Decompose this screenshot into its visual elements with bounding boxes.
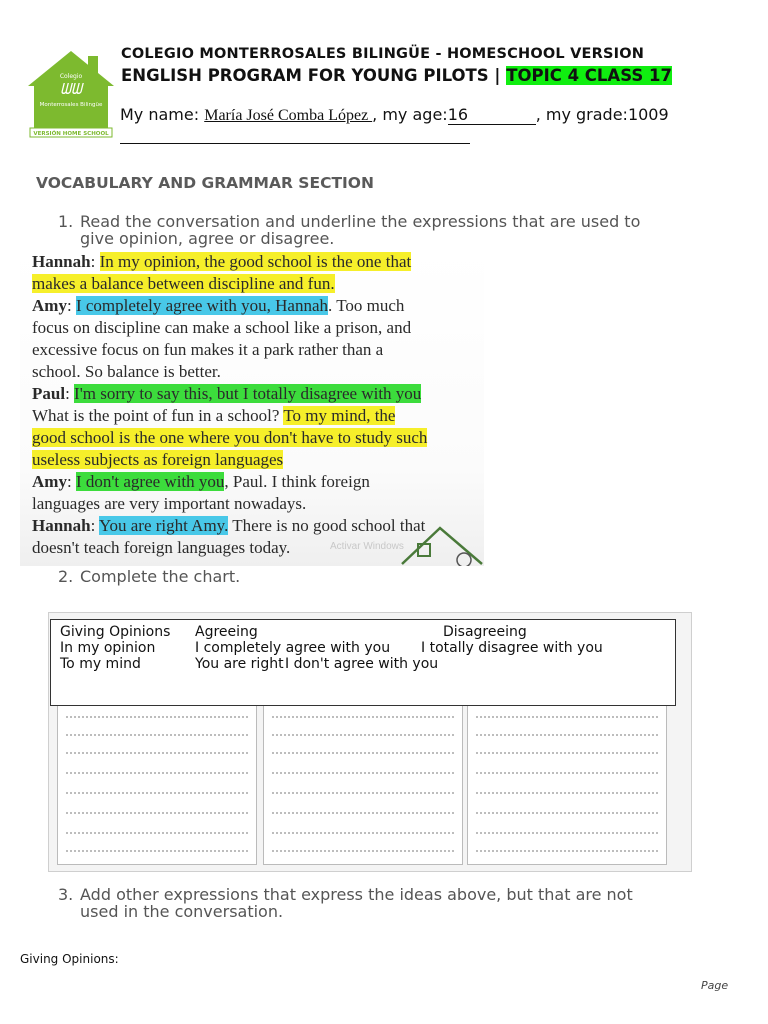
conv-line xyxy=(32,472,370,492)
q3-text-line1: Add other expressions that express the ideas above, but that are not xyxy=(80,885,633,904)
conv-text: There is no good school that xyxy=(228,516,426,535)
name-underline xyxy=(120,143,470,144)
separator: : xyxy=(90,516,99,535)
topic-highlight: TOPIC 4 CLASS 17 xyxy=(506,66,672,85)
conv-line: focus on discipline can make a school like a prison, and xyxy=(32,318,412,337)
separator: : xyxy=(90,252,100,271)
chart-cell: I don't agree with you xyxy=(285,656,439,672)
page-label: Page xyxy=(701,979,729,992)
chart-cell: To my mind xyxy=(60,656,141,672)
q1-number: 1. xyxy=(58,212,74,231)
highlight-opinion: good school is the one where you don't have to study such xyxy=(32,428,428,447)
giving-opinions-label: Giving Opinions: xyxy=(20,952,119,966)
chart-cell: You are right xyxy=(195,656,284,672)
chart-cell: In my opinion xyxy=(60,640,156,656)
highlight-agree: I completely agree with you, Hannah xyxy=(75,296,329,315)
highlight-opinion: useless subjects as foreign languages xyxy=(32,450,284,469)
highlight-agree: You are right Amy. xyxy=(98,516,229,535)
house-watermark-icon xyxy=(400,520,484,566)
grade-label: , my grade: xyxy=(535,105,628,124)
highlight-opinion: In my opinion, the good school is the one that xyxy=(99,252,412,271)
conv-line xyxy=(32,450,283,470)
separator: : xyxy=(66,472,76,491)
conv-line xyxy=(32,384,421,404)
conv-line xyxy=(32,274,335,294)
col-disagreeing-header: Disagreeing xyxy=(443,624,527,640)
conv-text: , Paul. I think foreign xyxy=(224,472,370,491)
conv-text: . Too much xyxy=(328,296,405,315)
age-label: , my age: xyxy=(372,105,448,124)
age-field[interactable] xyxy=(448,105,536,125)
highlight-opinion: To my mind, the xyxy=(283,406,396,425)
name-value[interactable]: María José Comba López xyxy=(204,107,373,124)
svg-text:VERSIÓN HOME SCHOOL: VERSIÓN HOME SCHOOL xyxy=(33,131,109,137)
speaker-name: Paul xyxy=(32,384,66,403)
col-giving-opinions-header: Giving Opinions xyxy=(60,624,171,640)
chart-cell: I completely agree with you xyxy=(195,640,391,656)
question-2 xyxy=(58,568,240,585)
school-logo xyxy=(26,48,116,138)
age-value: 16 xyxy=(447,105,469,124)
svg-text:Monterrosales Bilingüe: Monterrosales Bilingüe xyxy=(39,102,103,108)
house-logo-icon xyxy=(26,48,116,138)
svg-text:Colegio: Colegio xyxy=(59,73,83,80)
student-info-line xyxy=(120,105,669,125)
highlight-opinion: makes a balance between discipline and fun. xyxy=(32,274,335,293)
speaker-name: Hannah xyxy=(32,252,91,271)
conv-line xyxy=(32,406,395,426)
highlight-disagree: I don't agree with you xyxy=(75,472,225,491)
conv-text: What is the point of fun in a school? xyxy=(32,406,284,425)
chart-answer-box[interactable] xyxy=(50,619,676,706)
conv-line: languages are very important nowadays. xyxy=(32,494,307,513)
q2-text: Complete the chart. xyxy=(80,567,241,586)
q3-text-line2: used in the conversation. xyxy=(80,902,284,921)
program-title xyxy=(121,66,672,85)
separator: : xyxy=(66,296,76,315)
q2-number: 2. xyxy=(58,567,74,586)
separator: : xyxy=(65,384,75,403)
grade-value[interactable]: 1009 xyxy=(627,105,669,124)
question-1 xyxy=(58,213,758,247)
school-title: COLEGIO MONTERROSALES BILINGÜE - HOMESCHOOL VERSION xyxy=(121,46,645,62)
activate-windows-watermark: Activar Windows xyxy=(330,541,404,552)
conv-line xyxy=(32,252,411,272)
conv-line: school. So balance is better. xyxy=(32,362,221,381)
program-label: ENGLISH PROGRAM FOR YOUNG PILOTS | xyxy=(121,66,507,85)
svg-text:ᗯᗯ: ᗯᗯ xyxy=(60,80,82,98)
conv-line xyxy=(32,428,427,448)
conv-line xyxy=(32,516,425,536)
q1-text-line2: give opinion, agree or disagree. xyxy=(80,229,335,248)
conv-line: doesn't teach foreign languages today. xyxy=(32,538,291,557)
conv-line xyxy=(32,296,404,316)
speaker-name: Amy xyxy=(32,296,67,315)
q3-number: 3. xyxy=(58,885,74,904)
section-title: VOCABULARY AND GRAMMAR SECTION xyxy=(36,174,374,192)
question-3 xyxy=(58,886,758,920)
col-agreeing-header: Agreeing xyxy=(195,624,258,640)
conversation-image xyxy=(20,248,484,566)
speaker-name: Hannah xyxy=(32,516,91,535)
name-label: My name: xyxy=(120,105,205,124)
q1-text-line1: Read the conversation and underline the expressions that are used to xyxy=(80,212,641,231)
speaker-name: Amy xyxy=(32,472,67,491)
highlight-disagree: I'm sorry to say this, but I totally disagree with you xyxy=(74,384,422,403)
chart-cell: I totally disagree with you xyxy=(421,640,603,656)
conv-line: excessive focus on fun makes it a park rather than a xyxy=(32,340,384,359)
